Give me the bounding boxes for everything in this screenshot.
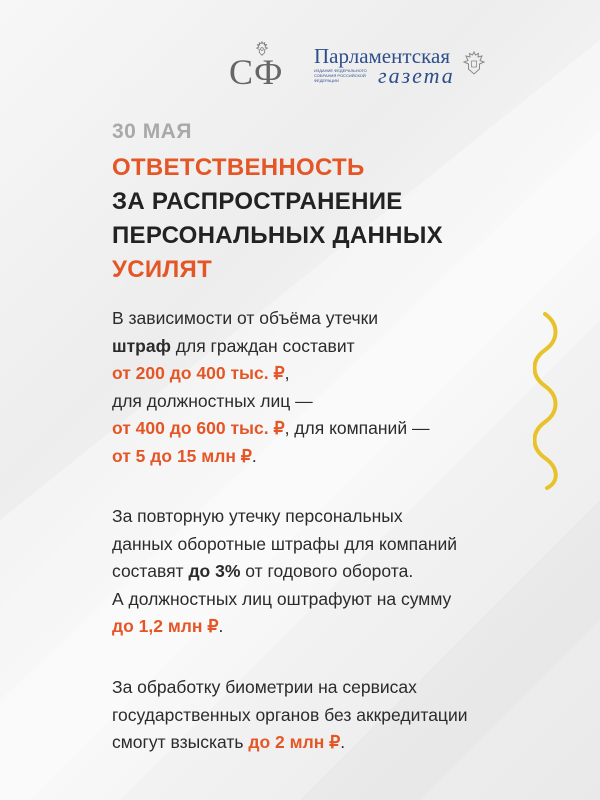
bold-text: штраф <box>112 335 171 356</box>
text: смогут взыскать <box>112 732 249 752</box>
text: государственных органов без аккредитации <box>112 704 468 725</box>
paragraph-line <box>112 674 468 702</box>
paragraph-line <box>112 443 429 471</box>
paragraph-line <box>112 729 468 757</box>
paragraph-line <box>112 388 429 416</box>
text: данных оборотные штрафы для компаний <box>112 533 458 554</box>
highlight-amount: до 2 млн ₽ <box>248 732 341 752</box>
text: составят <box>112 561 189 581</box>
paragraph-repeat-leak <box>112 503 457 641</box>
decorative-squiggle <box>533 310 561 492</box>
headline-line-4: УСИЛЯТ <box>112 256 213 283</box>
bold-text: до 3% <box>188 561 241 581</box>
text: от годового оборота. <box>240 561 414 581</box>
paragraph-line <box>112 360 429 388</box>
text: , для компаний — <box>284 418 430 438</box>
paragraph-line <box>112 503 457 531</box>
parlamentskaya-gazeta-logo <box>314 40 490 90</box>
headline <box>112 151 443 287</box>
paragraph-line <box>112 415 429 443</box>
highlight-amount: до 1,2 млн ₽ <box>112 616 219 636</box>
header-logos <box>229 40 490 90</box>
text: для должностных лиц — <box>112 390 313 411</box>
paragraph-line <box>112 613 457 641</box>
text: За обработку биометрии на сервисах <box>112 677 417 697</box>
date-label: 30 МАЯ <box>112 120 192 143</box>
paragraph-fines <box>112 305 429 470</box>
headline-line-3: ПЕРСОНАЛЬНЫХ ДАННЫХ <box>112 222 443 249</box>
highlight-amount: от 200 до 400 тыс. ₽ <box>112 363 285 383</box>
pg-logo-line1: Парламентская <box>314 44 450 68</box>
text: За повторную утечку персональных <box>112 506 403 526</box>
eagle-emblem-icon <box>459 49 489 79</box>
paragraph-line <box>112 531 457 559</box>
pg-logo-line2: газета <box>378 63 455 88</box>
highlight-amount: от 5 до 15 млн ₽ <box>112 445 252 466</box>
highlight-amount: от 400 до 600 тыс. ₽ <box>112 418 285 438</box>
paragraph-line <box>112 702 468 730</box>
paragraph-biometrics <box>112 674 468 757</box>
pg-logo-subtitle: ИЗДАНИЕ ФЕДЕРАЛЬНОГО СОБРАНИЯ РОССИЙСКОЙ ФЕДЕРАЦИИ <box>314 68 367 83</box>
headline-line-2: ЗА РАСПРОСТРАНЕНИЕ <box>112 188 403 215</box>
paragraph-line <box>112 558 457 586</box>
text: . <box>251 445 257 466</box>
text: В зависимости от объёма утечки <box>112 308 379 328</box>
headline-line-1: ОТВЕТСТВЕННОСТЬ <box>112 154 365 181</box>
text: . <box>340 732 346 752</box>
paragraph-line <box>112 586 457 614</box>
text: А должностных лиц оштрафуют на сумму <box>112 588 452 609</box>
text: , <box>284 363 290 383</box>
paragraph-line <box>112 333 429 361</box>
text: для граждан составит <box>170 335 355 356</box>
text: . <box>218 616 224 636</box>
paragraph-line <box>112 305 429 333</box>
sf-logo-text: СФ <box>229 52 284 92</box>
sf-logo <box>229 40 297 90</box>
